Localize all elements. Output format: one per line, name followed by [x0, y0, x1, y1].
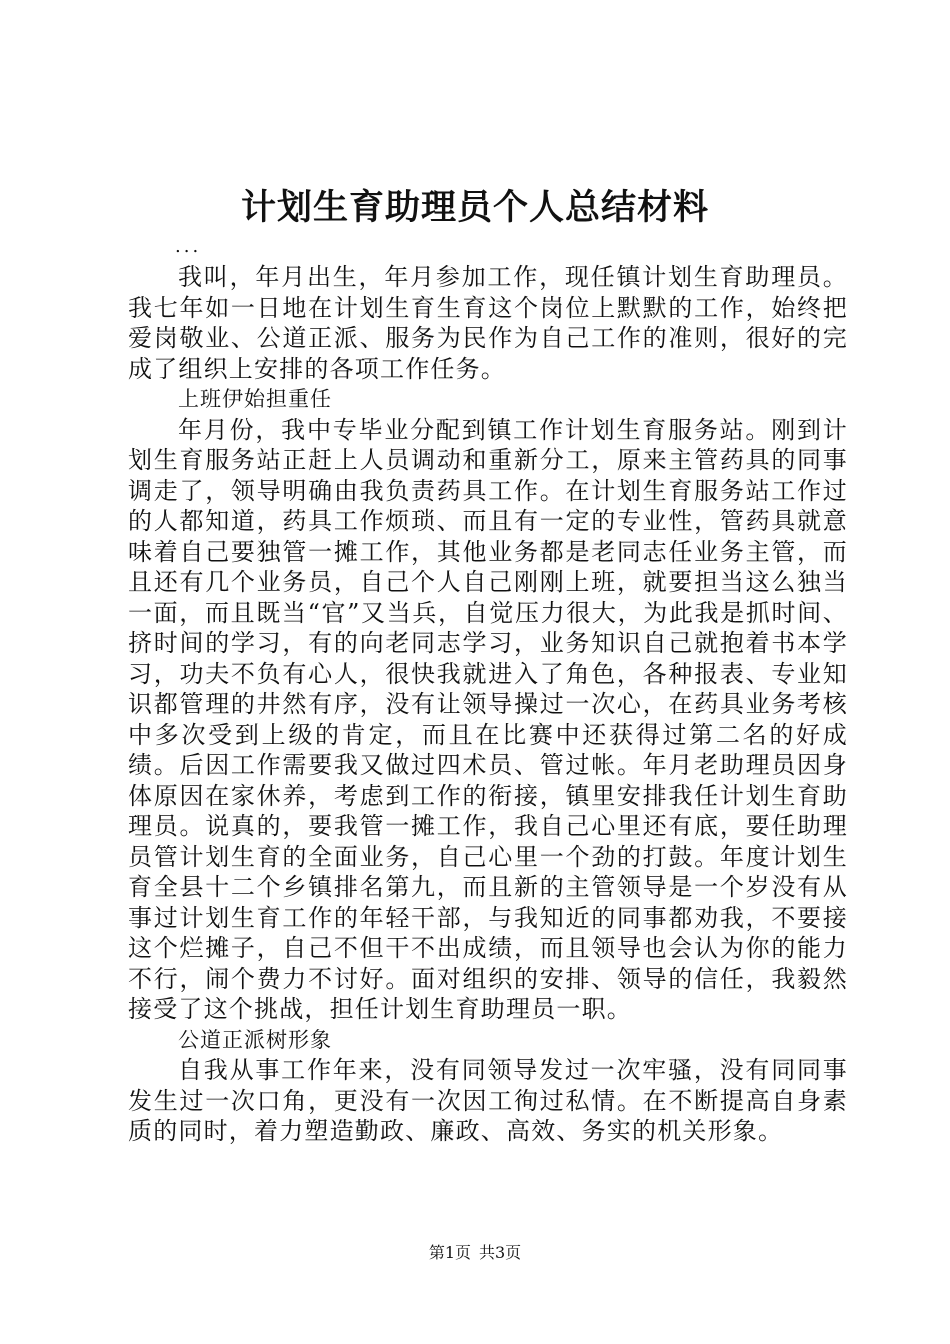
document-title: 计划生育助理员个人总结材料 [240, 188, 709, 228]
paragraph-section-1: 年月份，我中专毕业分配到镇工作计划生育服务站。刚到计划生育服务站正赶上人员调动和重新分工，原来主管药具的同事调走了，领导明确由我负责药具工作。在计划生育服务站工作过的人都知道，药具工作烦琐、而且有一定的专业性，管药具就意味着自己要独管一摊工作，其他业务都是老同志任业务主管，而且还有几个业务员，自己个人自己刚刚上班，就要担当这么独当一面，而且既当“官”又当兵，自觉压力很大，为此我是抓时间、挤时间的学习，有的向老同志学习，业务知识自己就抱着书本学习，功夫不负有心人，很快我就进入了角色，各种报表、专业知识都管理的井然有序，没有让领导操过一次心，在药具业务考核中多次受到上级的肯定，而且在比赛中还获得过第二名的好成绩。后因工作需要我又做过四术员、管过帐。年月老助理员因身体原因在家休养，考虑到工作的衔接，镇里安排我任计划生育助理员。说真的，要我管一摊工作，我自己心里还有底，要任助理员管计划生育的全面业务，自己心里一个劲的打鼓。年度计划生育全县十二个乡镇排名第九，而且新的主管领导是一个岁没有从事过计划生育工作的年轻干部，与我知近的同事都劝我，不要接这个烂摊子，自己不但干不出成绩，而且领导也会认为你的能力不行，闹个费力不讨好。面对组织的安排、领导的信任，我毅然接受了这个挑战，担任计划生育助理员一职。 [128, 415, 848, 1023]
document-body [128, 262, 848, 1147]
section-heading: 上班伊始担重任 [178, 387, 332, 411]
paragraph-intro: 我叫，年月出生，年月参加工作，现任镇计划生育助理员。我七年如一日地在计划生育生育这个岗位上默默的工作，始终把爱岗敬业、公道正派、服务为民作为自己工作的准则，很好的完成了组织上安排的各项工作任务。 [128, 263, 848, 383]
page-number: 第1页 [428, 1243, 471, 1262]
paragraph-section-2: 自我从事工作年来，没有同领导发过一次牢骚，没有同同事发生过一次口角，更没有一次因工徇过私情。在不断提高自身素质的同时，着力塑造勤政、廉政、高效、务实的机关形象。 [128, 1056, 848, 1145]
page-total: 共3页 [479, 1243, 522, 1262]
ellipsis-marker: ... [175, 236, 202, 257]
section-heading: 公道正派树形象 [178, 1027, 332, 1052]
page-footer [0, 1241, 950, 1265]
